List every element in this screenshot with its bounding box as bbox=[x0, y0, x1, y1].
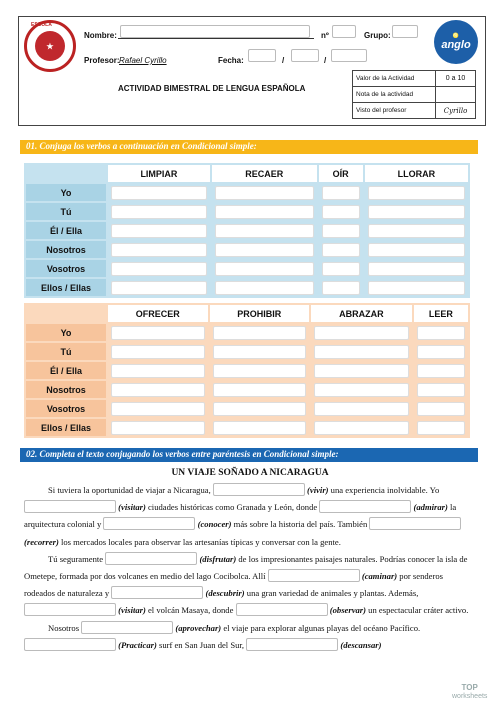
answer-cell bbox=[210, 362, 310, 379]
story-text bbox=[24, 482, 476, 654]
answer-cell bbox=[414, 419, 468, 436]
answer-field[interactable] bbox=[368, 224, 465, 238]
answer-blank[interactable] bbox=[24, 638, 116, 651]
answer-cell bbox=[212, 260, 317, 277]
story-paragraph-3 bbox=[24, 620, 476, 654]
answer-field[interactable] bbox=[213, 364, 307, 378]
answer-field[interactable] bbox=[213, 421, 307, 435]
answer-cell bbox=[212, 203, 317, 220]
footer-brand-top: TOP bbox=[461, 683, 478, 692]
answer-field[interactable] bbox=[314, 345, 409, 359]
answer-field[interactable] bbox=[213, 383, 307, 397]
answer-cell bbox=[108, 324, 208, 341]
answer-cell bbox=[311, 419, 412, 436]
name-field-line bbox=[118, 38, 314, 39]
story-text-fragment: los mercados locales para observar las artesanías típicas y conversar con la gente. bbox=[58, 536, 341, 547]
story-text-fragment: el viaje para explorar algunas playas del océano Pacífico. bbox=[221, 622, 421, 633]
answer-field[interactable] bbox=[417, 364, 465, 378]
answer-cell bbox=[311, 362, 412, 379]
verb-hint: (descubrir) bbox=[205, 588, 245, 599]
answer-field[interactable] bbox=[111, 205, 207, 219]
answer-cell bbox=[319, 222, 363, 239]
answer-cell bbox=[365, 279, 468, 296]
answer-cell bbox=[319, 184, 363, 201]
answer-blank[interactable] bbox=[111, 586, 203, 599]
answer-cell bbox=[108, 362, 208, 379]
section-1-title: 01. Conjuga los verbos a continuación en Condicional simple: bbox=[20, 140, 478, 154]
answer-field[interactable] bbox=[322, 205, 360, 219]
answer-cell bbox=[212, 222, 317, 239]
story-text-fragment: surf en San Juan del Sur, bbox=[156, 639, 247, 650]
answer-cell bbox=[414, 343, 468, 360]
answer-field[interactable] bbox=[314, 364, 409, 378]
story-text-fragment: la arquitectura colonial y bbox=[24, 502, 457, 530]
answer-blank[interactable] bbox=[236, 603, 328, 616]
story-text-fragment: ciudades históricas como Granada y León, donde bbox=[145, 502, 320, 513]
teacher-label: Profesor: bbox=[84, 56, 120, 65]
story-text-fragment: una experiencia inolvidable. Yo bbox=[328, 485, 440, 495]
school-emblem-icon: ★ bbox=[35, 31, 65, 61]
answer-field[interactable] bbox=[213, 326, 307, 340]
answer-field[interactable] bbox=[111, 186, 207, 200]
group-label: Grupo: bbox=[364, 31, 391, 40]
pronoun-label: Yo bbox=[26, 184, 106, 201]
answer-field[interactable] bbox=[417, 402, 465, 416]
story-text-fragment: Nosotros bbox=[48, 622, 82, 633]
verb-header: LEER bbox=[414, 305, 468, 322]
pronoun-label: Ellos / Ellas bbox=[26, 279, 106, 296]
number-label: nº bbox=[321, 31, 329, 40]
number-field[interactable] bbox=[332, 25, 356, 38]
answer-cell bbox=[212, 184, 317, 201]
answer-field[interactable] bbox=[314, 421, 409, 435]
answer-cell bbox=[365, 241, 468, 258]
verb-hint: (descansar) bbox=[340, 639, 382, 650]
conjugation-table-2 bbox=[24, 303, 470, 438]
answer-cell bbox=[311, 343, 412, 360]
answer-field[interactable] bbox=[322, 262, 360, 276]
answer-blank[interactable] bbox=[103, 517, 195, 530]
answer-blank[interactable] bbox=[369, 517, 461, 530]
answer-field[interactable] bbox=[111, 345, 205, 359]
school-logo-text: ESCOLA bbox=[31, 22, 52, 28]
answer-field[interactable] bbox=[417, 345, 465, 359]
answer-field[interactable] bbox=[111, 383, 205, 397]
verb-header: ABRAZAR bbox=[311, 305, 412, 322]
section-2-title: 02. Completa el texto conjugando los verbos entre paréntesis en Condicional simple: bbox=[20, 448, 478, 462]
answer-field[interactable] bbox=[111, 402, 205, 416]
date-separator-1: / bbox=[282, 56, 285, 65]
corner-cell bbox=[26, 305, 106, 322]
answer-cell bbox=[212, 279, 317, 296]
answer-field[interactable] bbox=[322, 186, 360, 200]
answer-field[interactable] bbox=[368, 281, 465, 295]
corner-cell bbox=[26, 165, 106, 182]
name-field[interactable] bbox=[120, 25, 310, 38]
answer-cell bbox=[311, 381, 412, 398]
answer-cell bbox=[414, 324, 468, 341]
score-label: Visto del profesor bbox=[353, 103, 436, 119]
answer-cell bbox=[414, 400, 468, 417]
conjugation-table-1 bbox=[24, 163, 470, 298]
story-title: UN VIAJE SOÑADO A NICARAGUA bbox=[171, 468, 329, 478]
answer-cell bbox=[210, 343, 310, 360]
answer-field[interactable] bbox=[215, 262, 314, 276]
answer-cell bbox=[108, 222, 210, 239]
answer-field[interactable] bbox=[417, 383, 465, 397]
answer-blank[interactable] bbox=[105, 552, 197, 565]
answer-field[interactable] bbox=[314, 383, 409, 397]
answer-blank[interactable] bbox=[319, 500, 411, 513]
answer-field[interactable] bbox=[215, 224, 314, 238]
activity-title: ACTIVIDAD BIMESTRAL DE LENGUA ESPAÑOLA bbox=[118, 84, 306, 93]
verb-hint: (caminar) bbox=[361, 571, 398, 582]
name-label: Nombre: bbox=[84, 31, 117, 40]
score-label: Nota de la actividad bbox=[353, 87, 436, 103]
answer-field[interactable] bbox=[215, 281, 314, 295]
answer-cell bbox=[311, 400, 412, 417]
pronoun-label: Él / Ella bbox=[26, 222, 106, 239]
answer-field[interactable] bbox=[111, 421, 205, 435]
answer-field[interactable] bbox=[111, 262, 207, 276]
date-separator-2: / bbox=[324, 56, 327, 65]
date-month-field[interactable] bbox=[291, 49, 319, 62]
lion-icon: ♌ bbox=[452, 33, 460, 39]
answer-blank[interactable] bbox=[24, 500, 116, 513]
story-text-fragment: de los impresionantes paisajes naturales. Podrías conocer la isla de Ometepe, formada por dos volcanes en medio del lago Cocibolca. Allí bbox=[24, 553, 468, 582]
date-label: Fecha: bbox=[218, 56, 244, 65]
answer-field[interactable] bbox=[322, 224, 360, 238]
verb-header: RECAER bbox=[212, 165, 317, 182]
answer-cell bbox=[108, 343, 208, 360]
answer-field[interactable] bbox=[314, 402, 409, 416]
answer-field[interactable] bbox=[111, 364, 205, 378]
answer-field[interactable] bbox=[215, 186, 314, 200]
story-paragraph-2 bbox=[24, 551, 476, 620]
answer-cell bbox=[319, 241, 363, 258]
answer-field[interactable] bbox=[215, 243, 314, 257]
story-text-fragment: por senderos rodeados de naturaleza y bbox=[24, 571, 443, 599]
answer-cell bbox=[210, 419, 310, 436]
verb-hint: (observar) bbox=[329, 605, 367, 616]
answer-cell bbox=[108, 279, 210, 296]
answer-field[interactable] bbox=[417, 326, 465, 340]
verb-hint: (Practicar) bbox=[118, 639, 157, 650]
answer-field[interactable] bbox=[368, 262, 465, 276]
answer-field[interactable] bbox=[111, 224, 207, 238]
answer-cell bbox=[108, 203, 210, 220]
pronoun-label: Nosotros bbox=[26, 381, 106, 398]
anglo-logo bbox=[434, 20, 478, 64]
story-text-fragment: un espectacular cráter activo. bbox=[366, 605, 469, 616]
answer-field[interactable] bbox=[368, 186, 465, 200]
verb-hint: (recorrer) bbox=[24, 536, 59, 547]
answer-cell bbox=[319, 279, 363, 296]
answer-field[interactable] bbox=[111, 326, 205, 340]
answer-cell bbox=[108, 241, 210, 258]
pronoun-label: Tú bbox=[26, 203, 106, 220]
answer-field[interactable] bbox=[322, 281, 360, 295]
answer-field[interactable] bbox=[322, 243, 360, 257]
pronoun-label: Él / Ella bbox=[26, 362, 106, 379]
date-day-field[interactable] bbox=[248, 49, 276, 62]
answer-field[interactable] bbox=[215, 205, 314, 219]
pronoun-label: Ellos / Ellas bbox=[26, 419, 106, 436]
answer-cell bbox=[414, 362, 468, 379]
answer-blank[interactable] bbox=[213, 483, 305, 496]
answer-cell bbox=[212, 241, 317, 258]
story-text-fragment: el volcán Masaya, donde bbox=[145, 605, 236, 616]
score-value: 0 a 10 bbox=[436, 71, 476, 87]
verb-hint: (visitar) bbox=[118, 502, 146, 513]
score-row bbox=[353, 103, 476, 119]
answer-blank[interactable] bbox=[246, 638, 338, 651]
score-table bbox=[352, 70, 476, 119]
story-text-fragment: Si tuviera la oportunidad de viajar a Nicaragua, bbox=[48, 485, 213, 495]
pronoun-label: Nosotros bbox=[26, 241, 106, 258]
topworksheets-logo bbox=[452, 684, 487, 701]
answer-blank[interactable] bbox=[81, 621, 173, 634]
answer-cell bbox=[365, 222, 468, 239]
verb-header: PROHIBIR bbox=[210, 305, 310, 322]
pronoun-label: Tú bbox=[26, 343, 106, 360]
answer-cell bbox=[414, 381, 468, 398]
verb-hint: (vivir) bbox=[307, 485, 329, 495]
score-label: Valor de la Actividad bbox=[353, 71, 436, 87]
answer-cell bbox=[108, 381, 208, 398]
answer-field[interactable] bbox=[368, 243, 465, 257]
score-row bbox=[353, 87, 476, 103]
answer-field[interactable] bbox=[111, 243, 207, 257]
verb-header: LIMPIAR bbox=[108, 165, 210, 182]
story-text-fragment: una gran variedad de animales y plantas. Además, bbox=[244, 588, 419, 599]
answer-cell bbox=[319, 260, 363, 277]
answer-cell bbox=[108, 419, 208, 436]
verb-hint: (visitar) bbox=[118, 605, 146, 616]
answer-field[interactable] bbox=[314, 326, 409, 340]
verb-hint: (disfrutar) bbox=[199, 553, 237, 564]
verb-header: OÍR bbox=[319, 165, 363, 182]
pronoun-label: Yo bbox=[26, 324, 106, 341]
answer-field[interactable] bbox=[368, 205, 465, 219]
answer-cell bbox=[210, 381, 310, 398]
answer-cell bbox=[365, 203, 468, 220]
answer-cell bbox=[319, 203, 363, 220]
story-text-fragment: más sobre la historia del país. También bbox=[231, 519, 370, 530]
score-row bbox=[353, 71, 476, 87]
answer-blank[interactable] bbox=[268, 569, 360, 582]
story-text-fragment: Tú seguramente bbox=[48, 553, 106, 564]
answer-field[interactable] bbox=[417, 421, 465, 435]
verb-header: OFRECER bbox=[108, 305, 208, 322]
answer-field[interactable] bbox=[213, 402, 307, 416]
score-value[interactable] bbox=[436, 87, 476, 103]
answer-cell bbox=[210, 324, 310, 341]
pronoun-label: Vosotros bbox=[26, 400, 106, 417]
verb-hint: (aprovechar) bbox=[175, 622, 222, 633]
answer-cell bbox=[108, 260, 210, 277]
teacher-name: Rafael Cyrillo bbox=[119, 56, 167, 65]
brand-logo-text: anglo bbox=[441, 39, 471, 51]
verb-header: LLORAR bbox=[365, 165, 468, 182]
story-paragraph-1 bbox=[24, 482, 476, 551]
answer-cell bbox=[108, 184, 210, 201]
answer-cell bbox=[108, 400, 208, 417]
footer-brand-bottom: worksheets bbox=[452, 693, 488, 700]
answer-cell bbox=[210, 400, 310, 417]
verb-hint: (conocer) bbox=[197, 519, 232, 530]
date-year-field[interactable] bbox=[331, 49, 367, 62]
teacher-signature: Cyrillo bbox=[436, 103, 476, 119]
answer-cell bbox=[365, 260, 468, 277]
pronoun-label: Vosotros bbox=[26, 260, 106, 277]
answer-field[interactable] bbox=[213, 345, 307, 359]
verb-hint: (admirar) bbox=[413, 502, 448, 513]
answer-cell bbox=[365, 184, 468, 201]
answer-cell bbox=[311, 324, 412, 341]
answer-blank[interactable] bbox=[24, 603, 116, 616]
answer-field[interactable] bbox=[111, 281, 207, 295]
group-field[interactable] bbox=[392, 25, 418, 38]
